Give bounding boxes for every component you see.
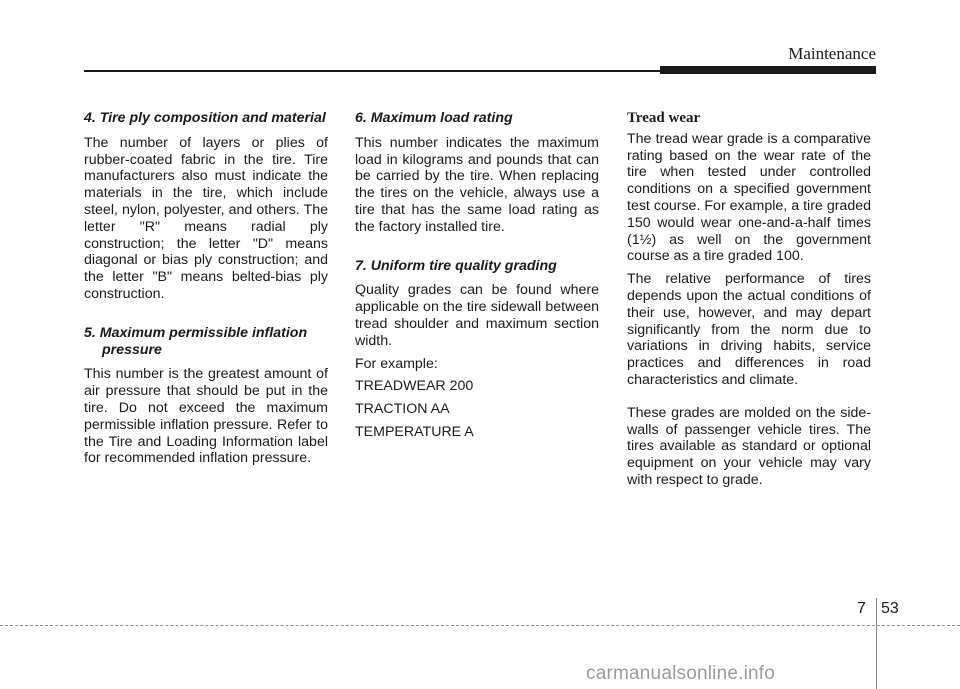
para-tread-wear-grade: The tread wear grade is a comparative rating based on the wear rate of the tire when tested under controlled conditions on a specified government test course. For example, a tire graded 150 would wear one-and-a-half times (1½) as well on the government course as a tire graded 100. — [627, 130, 871, 265]
footer-dashed-line — [0, 625, 960, 626]
para-uniform-tire-quality: Quality grades can be found where applicable on the tire sidewall between tread shoulder and maximum section width. — [355, 282, 599, 349]
section-title: Maintenance — [788, 44, 876, 63]
example-label: For example: — [355, 355, 438, 372]
example-treadwear: TREADWEAR 200 — [355, 378, 474, 395]
heading-tire-ply-composition: 4. Tire ply composition and material — [84, 110, 326, 126]
heading-uniform-tire-quality: 7. Uniform tire quality grading — [355, 257, 557, 274]
para-max-inflation-pressure: This number is the greatest amount of air pressure that should be put in the tire. Do not exceed the maximum permissible inflation pressure. Refer to the Tire and Loading Information label for recommended inflation pressure. — [84, 366, 328, 467]
para-relative-performance: The relative performance of tires depends upon the actual conditions of their use, however, and may depart significantly from the norm due to variations in driving habits, service practices and differences in road characteristics and climate. — [627, 271, 871, 388]
heading-max-load-rating: 6. Maximum load rating — [355, 110, 513, 126]
footer-divider — [876, 598, 877, 689]
example-traction: TRACTION AA — [355, 401, 450, 418]
column-2 — [355, 110, 599, 441]
watermark: carmanualsonline.info — [586, 663, 776, 684]
column-3 — [627, 110, 871, 489]
chapter-number: 7 — [857, 600, 866, 617]
heading-tread-wear: Tread wear — [627, 110, 701, 126]
example-temperature: TEMPERATURE A — [355, 423, 474, 440]
column-1 — [84, 110, 328, 467]
para-max-load-rating: This number indicates the maximum load in kilograms and pounds that can be carried by the tire. When replacing the tires on the vehicle, always use a tire that has the same load rating as the factory installed tire. — [355, 134, 599, 235]
para-grades-molded: These grades are molded on the side-walls of passenger vehicle tires. The tires available as standard or optional equipment on your vehicle may vary with respect to grade. — [627, 404, 871, 488]
heading-max-inflation-pressure: 5. Maximum permissible inflation pressure — [84, 324, 308, 358]
header-bar — [660, 66, 876, 74]
para-tire-ply-composition: The number of layers or plies of rubber-coated fabric in the tire. Tire manufacturers also must indicate the materials in the tire, which include steel, nylon, polyester, and others. The letter "R" means radial ply construction; the letter "D" means diagonal or bias ply construction; and the letter "B" means belted-bias ply construction. — [84, 134, 328, 302]
header-rule — [84, 70, 660, 72]
page-number: 53 — [881, 600, 899, 617]
